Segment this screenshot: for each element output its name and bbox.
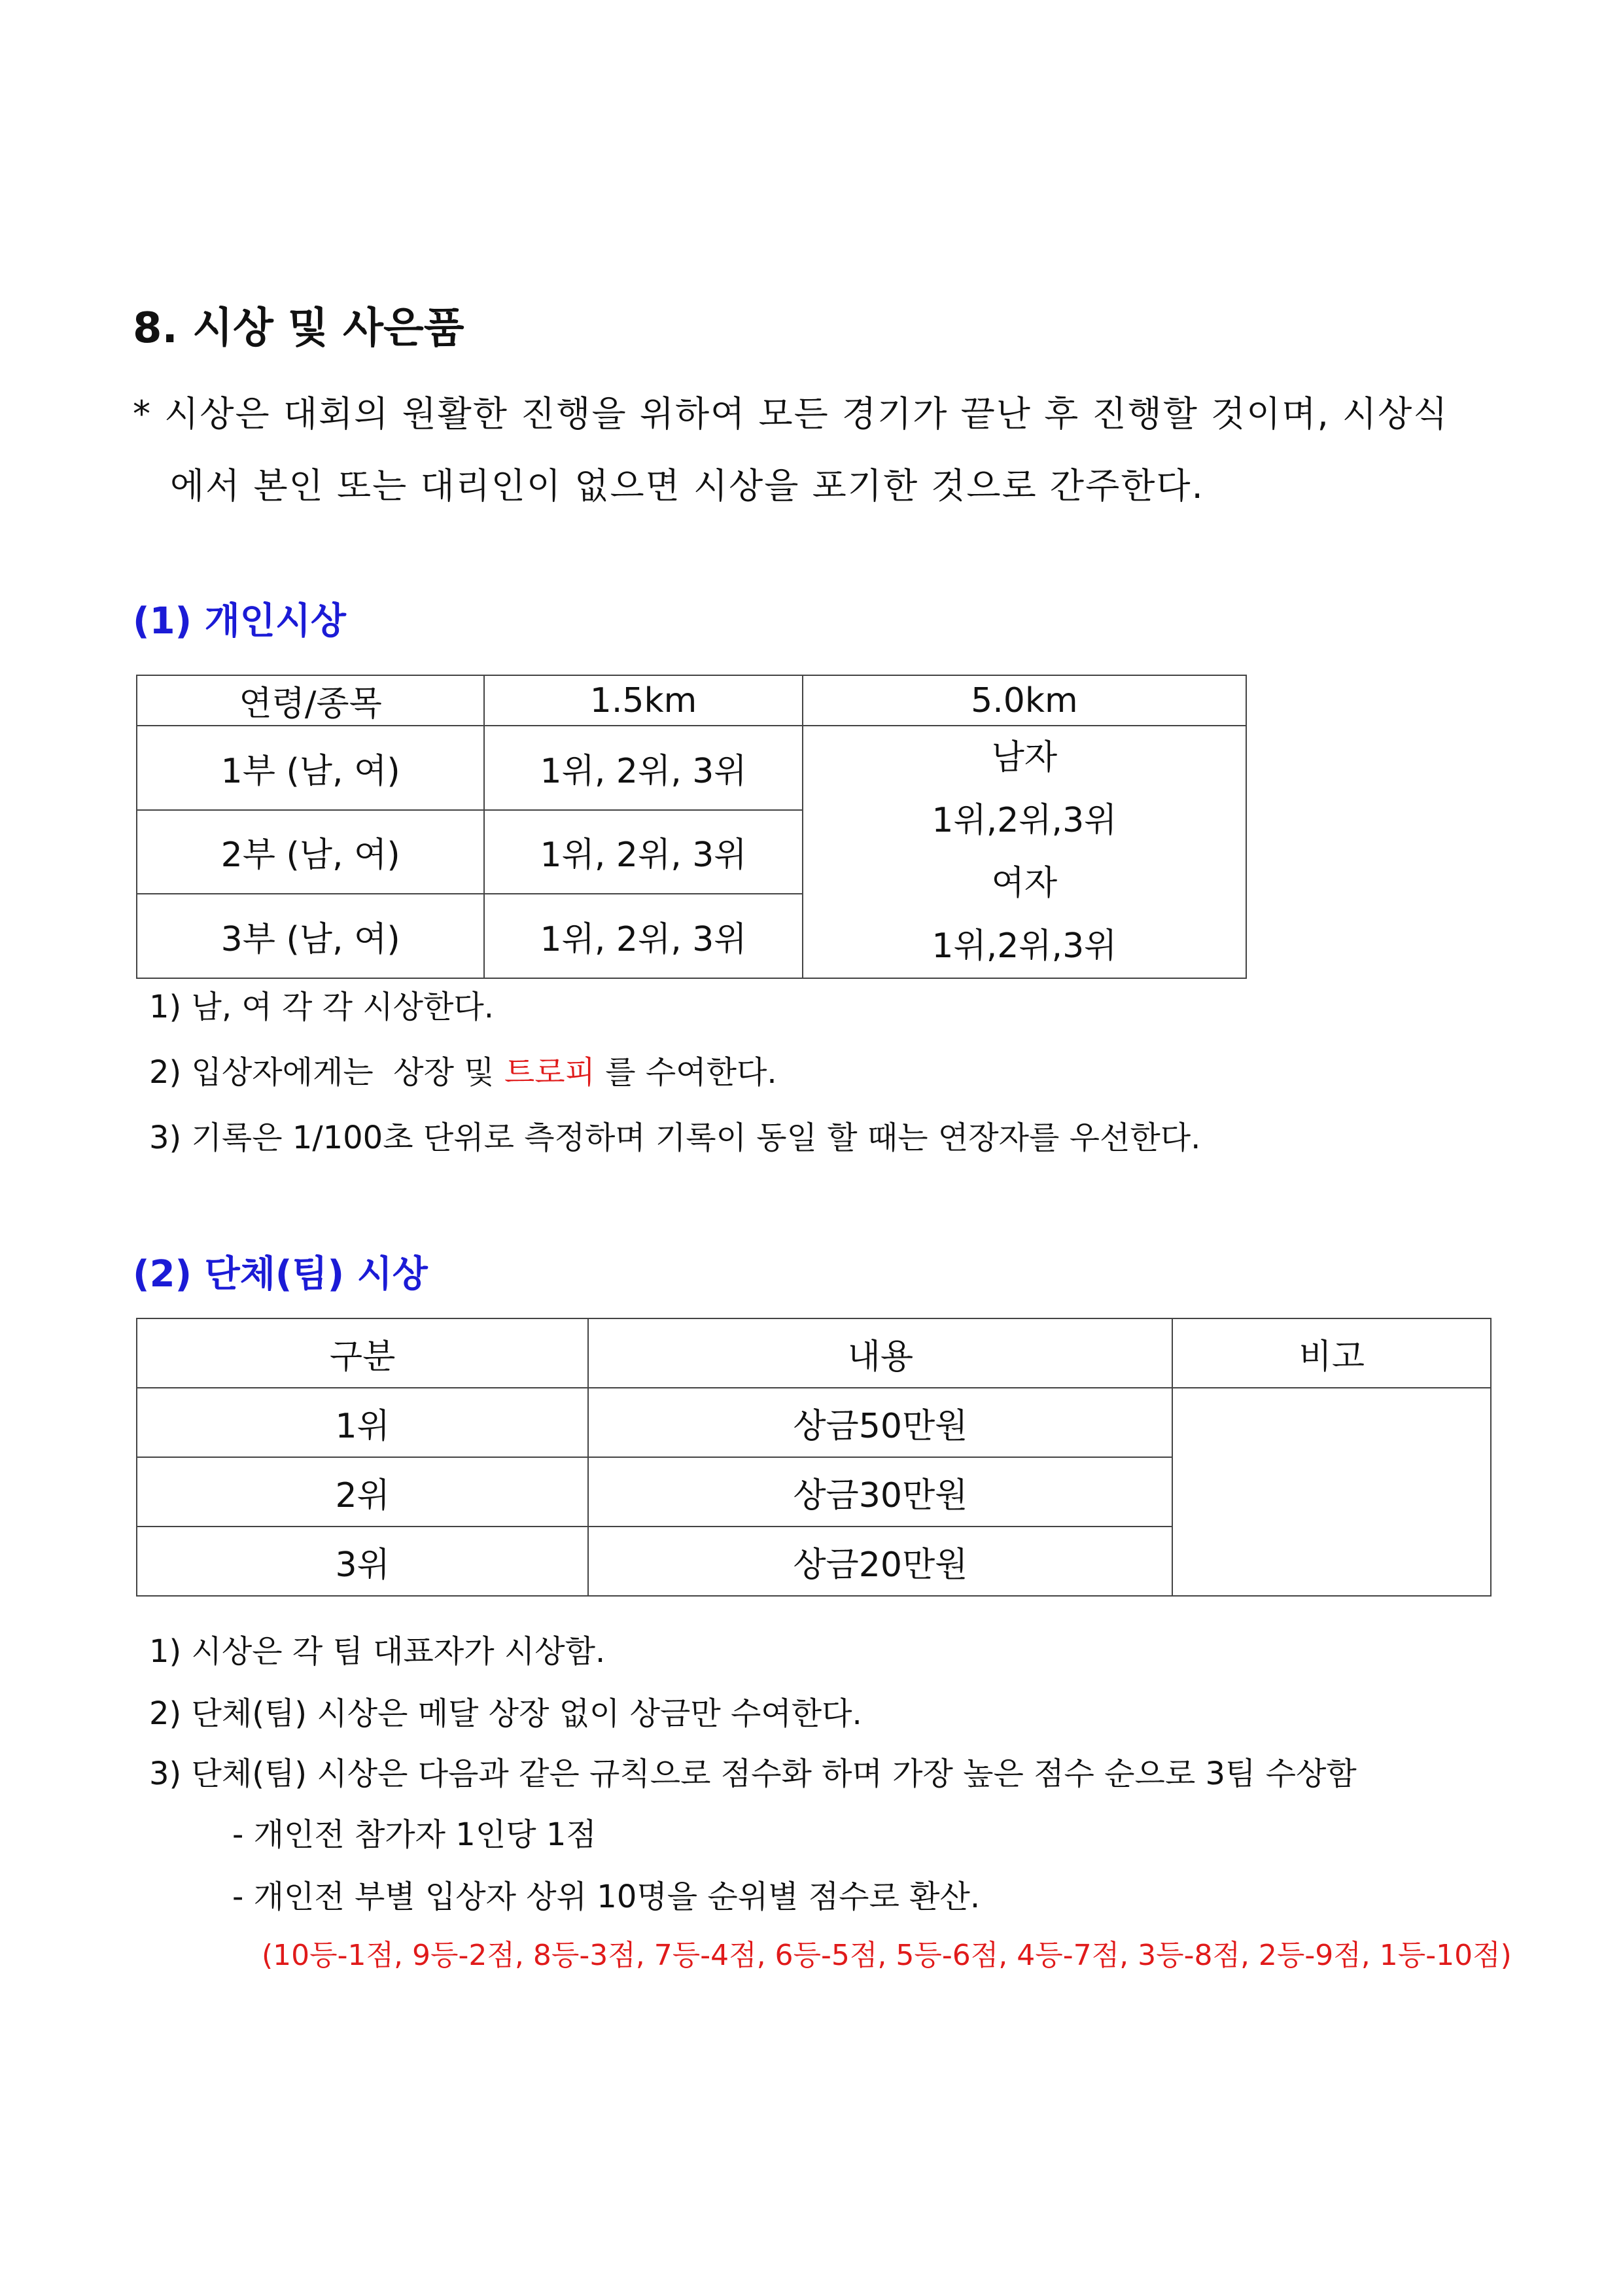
header-5-0km: 5.0km (803, 675, 1246, 726)
individual-note-2 (149, 1047, 777, 1092)
header-remarks: 비고 (1172, 1318, 1491, 1388)
prize-cell: 상금20만원 (588, 1527, 1172, 1596)
rank-cell: 3위 (137, 1527, 588, 1596)
table-row (137, 726, 1246, 810)
male-ranks: 1위,2위,3위 (932, 801, 1117, 840)
ranks-1-5km-cell: 1위, 2위, 3위 (484, 726, 802, 810)
ranks-1-5km-cell: 1위, 2위, 3위 (484, 810, 802, 894)
team-note-3: 3) 단체(팀) 시상은 다음과 같은 규칙으로 점수화 하며 가장 높은 점수 순으로 3팀 수상함 (149, 1756, 1357, 1792)
team-note-2: 2) 단체(팀) 시상은 메달 상장 없이 상금만 수여한다. (149, 1695, 862, 1732)
individual-awards-table (136, 675, 1247, 979)
score-conversion-rule: (10등-1점, 9등-2점, 8등-3점, 7등-4점, 6등-5점, 5등-6점, 4등-7점, 3등-8점, 2등-9점, 1등-10점) (262, 1939, 1512, 1972)
male-label: 남자 (991, 738, 1058, 777)
ranks-5-0km-cell (803, 726, 1246, 978)
age-group-cell: 2부 (남, 여) (137, 810, 484, 894)
team-bullet-2: - 개인전 부별 입상자 상위 10명을 순위별 점수로 환산. (232, 1879, 981, 1915)
trophy-highlight: 트로피 (504, 1054, 595, 1091)
remarks-cell (1172, 1388, 1491, 1596)
team-bullet-1: - 개인전 참가자 1인당 1점 (232, 1816, 597, 1853)
section-heading: 8. 시상 및 사은품 (133, 304, 464, 353)
intro-line-2: 에서 본인 또는 대리인이 없으면 시상을 포기한 것으로 간주한다. (170, 465, 1204, 506)
team-awards-table (136, 1318, 1492, 1597)
individual-note-3: 3) 기록은 1/100초 단위로 측정하며 기록이 동일 할 때는 연장자를 우선한다. (149, 1120, 1201, 1156)
rank-cell: 1위 (137, 1388, 588, 1457)
table-row (137, 1388, 1491, 1457)
header-category: 구분 (137, 1318, 588, 1388)
rank-cell: 2위 (137, 1457, 588, 1527)
note-2-text-end: 를 수여한다. (595, 1054, 777, 1091)
intro-line-1: * 시상은 대회의 원활한 진행을 위하여 모든 경기가 끝난 후 진행할 것이며, 시상식 (133, 393, 1449, 434)
table-header-row (137, 675, 1246, 726)
team-awards-title: (2) 단체(팀) 시상 (133, 1253, 428, 1296)
age-group-cell: 1부 (남, 여) (137, 726, 484, 810)
ranks-1-5km-cell: 1위, 2위, 3위 (484, 894, 802, 978)
female-ranks: 1위,2위,3위 (932, 927, 1117, 966)
note-2-text-start: 2) 입상자에게는 상장 및 (149, 1054, 504, 1091)
prize-cell: 상금50만원 (588, 1388, 1172, 1457)
female-label: 여자 (991, 864, 1058, 903)
header-1-5km: 1.5km (484, 675, 802, 726)
table-header-row (137, 1318, 1491, 1388)
team-note-1: 1) 시상은 각 팀 대표자가 시상함. (149, 1633, 606, 1670)
individual-note-1: 1) 남, 여 각 각 시상한다. (149, 989, 495, 1025)
individual-awards-title: (1) 개인시상 (133, 600, 347, 643)
age-group-cell: 3부 (남, 여) (137, 894, 484, 978)
header-age-event: 연령/종목 (137, 675, 484, 726)
prize-cell: 상금30만원 (588, 1457, 1172, 1527)
header-content: 내용 (588, 1318, 1172, 1388)
